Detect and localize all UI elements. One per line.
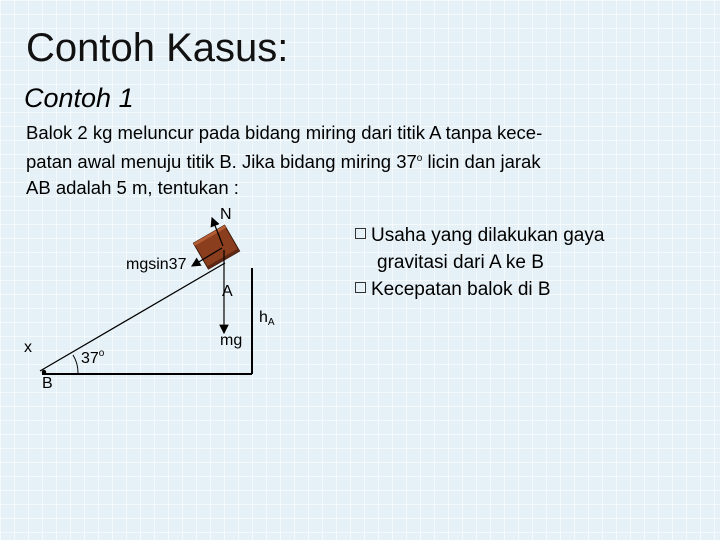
sliding-block [193,225,239,269]
label-height-h: h [259,309,268,326]
angle-arc [73,355,78,373]
label-angle [81,348,104,368]
label-angle-degree: o [98,348,105,359]
question-2-text: Kecepatan balok di B [371,279,551,300]
label-height [259,309,275,328]
label-mg: mg [220,332,243,349]
label-x: x [24,339,32,356]
label-normal: N [220,206,232,223]
problem-line-2-text: patan awal menuju titik B. Jika bidang miring 37 [26,151,417,172]
slide-title: Contoh Kasus: [26,26,289,70]
degree-sup: o [416,153,423,164]
problem-line-3: AB adalah 5 m, tentukan : [26,177,239,198]
problem-line-1: Balok 2 kg meluncur pada bidang miring dari titik A tanpa kece- [26,122,543,143]
label-height-sub: A [267,317,275,328]
label-point-b: B [42,375,53,392]
point-b-dot [42,370,46,374]
question-1-text: Usaha yang dilakukan gaya [371,225,605,246]
problem-line-2-tail: licin dan jarak [422,151,541,172]
label-angle-value: 37 [81,350,99,367]
slide-subtitle: Contoh 1 [24,83,134,113]
label-point-a: A [222,283,233,300]
incline-surface-line [40,263,225,371]
label-mgsin: mgsin37 [126,256,187,273]
question-1-text-cont: gravitasi dari A ke B [377,252,544,273]
